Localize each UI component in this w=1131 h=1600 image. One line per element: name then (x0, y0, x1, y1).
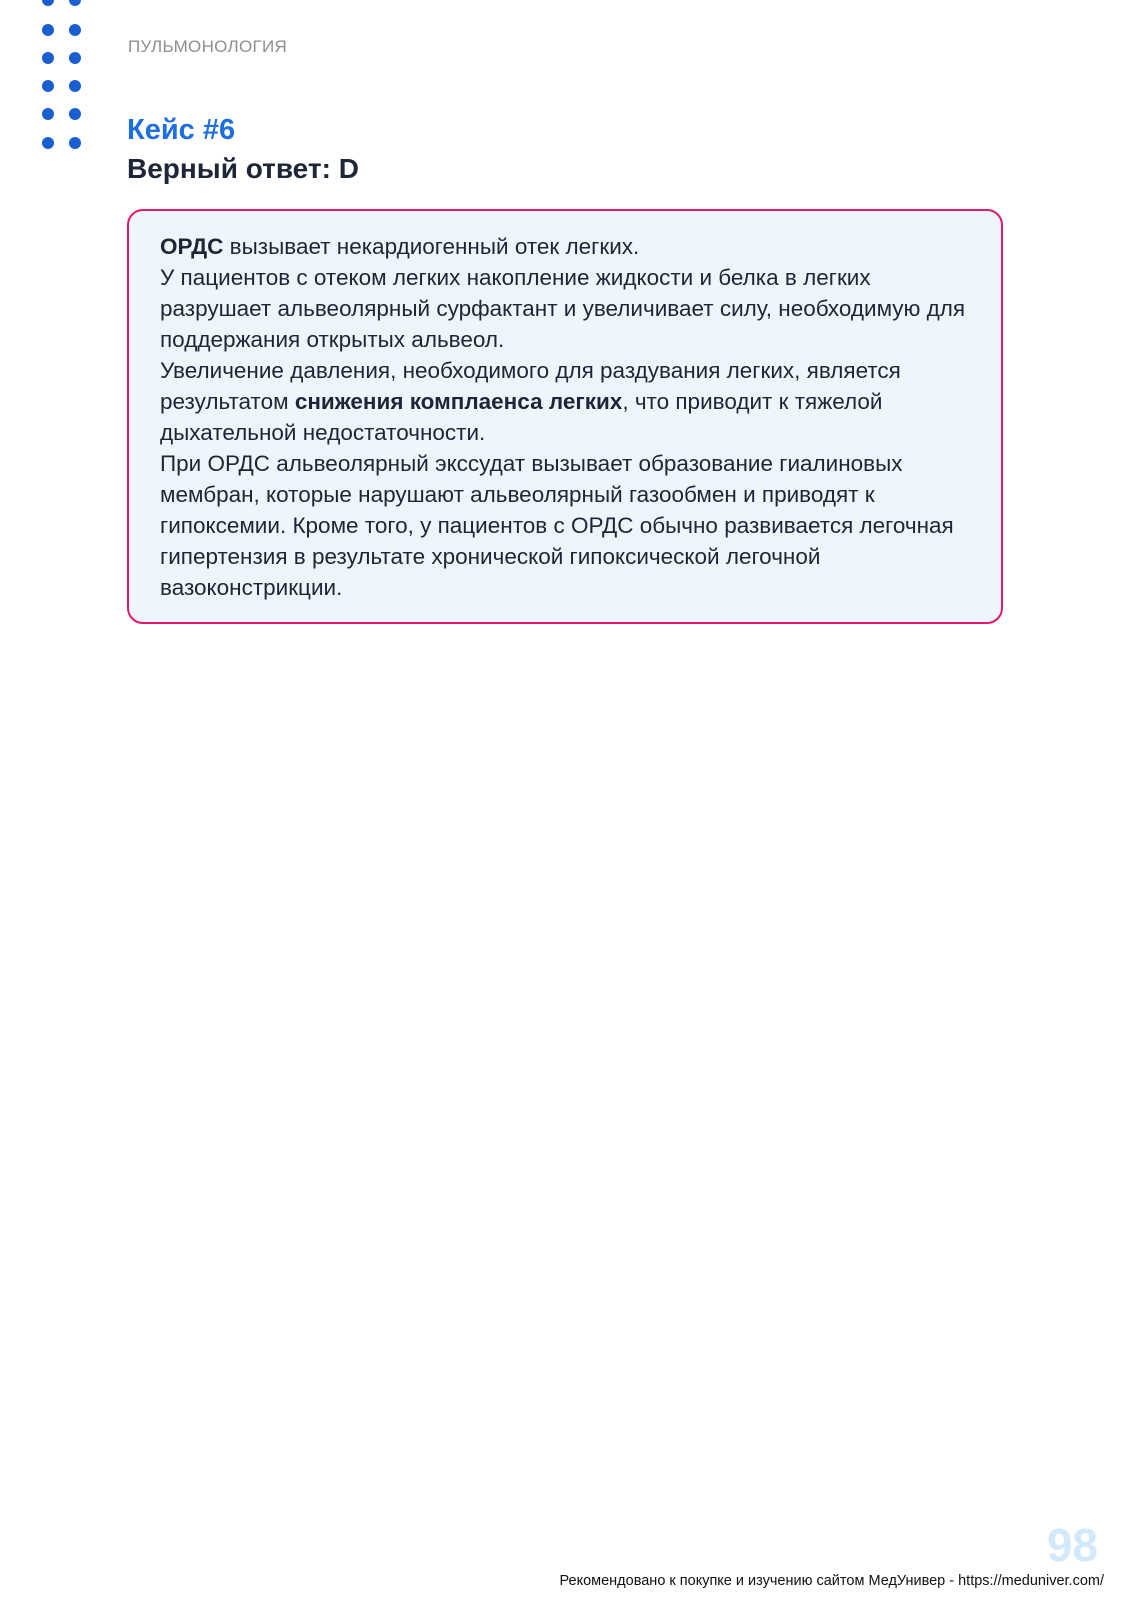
case-title: Кейс #6 (127, 114, 236, 146)
decorative-dots-icon (40, 0, 85, 150)
emphasis-compliance: снижения комплаенса легких (294, 389, 623, 414)
explanation-paragraph-3: Увеличение давления, необходимого для раздувания легких, является результатом снижения комплаенса легких, что приводит к тяжелой дыхательной недостаточности. (160, 358, 901, 445)
explanation-paragraph-4: При ОРДС альвеолярный экссудат вызывает образование гиалиновых мембран, которые нарушают альвеолярный газообмен и приводят к гипоксемии. Кроме того, у пациентов с ОРДС обычно развивается легочная гипертензия в результате хронической гипоксической легочной вазоконстрикции. (160, 451, 954, 600)
explanation-box (127, 209, 1003, 624)
explanation-paragraph-2: У пациентов с отеком легких накопление жидкости и белка в легких разрушает альвеолярный сурфактант и увеличивает силу, необходимую для поддержания открытых альвеол. (160, 265, 966, 352)
explanation-paragraph-1: ОРДС вызывает некардиогенный отек легких. (160, 234, 640, 259)
page-number: 98 (1046, 1519, 1098, 1571)
section-label: ПУЛЬМОНОЛОГИЯ (128, 37, 288, 56)
correct-answer-heading: Верный ответ: D (127, 153, 359, 184)
term-ards: ОРДС (160, 234, 224, 259)
footer-note: Рекомендовано к покупке и изучению сайтом МедУнивер - https://meduniver.com/ (559, 1573, 1104, 1589)
